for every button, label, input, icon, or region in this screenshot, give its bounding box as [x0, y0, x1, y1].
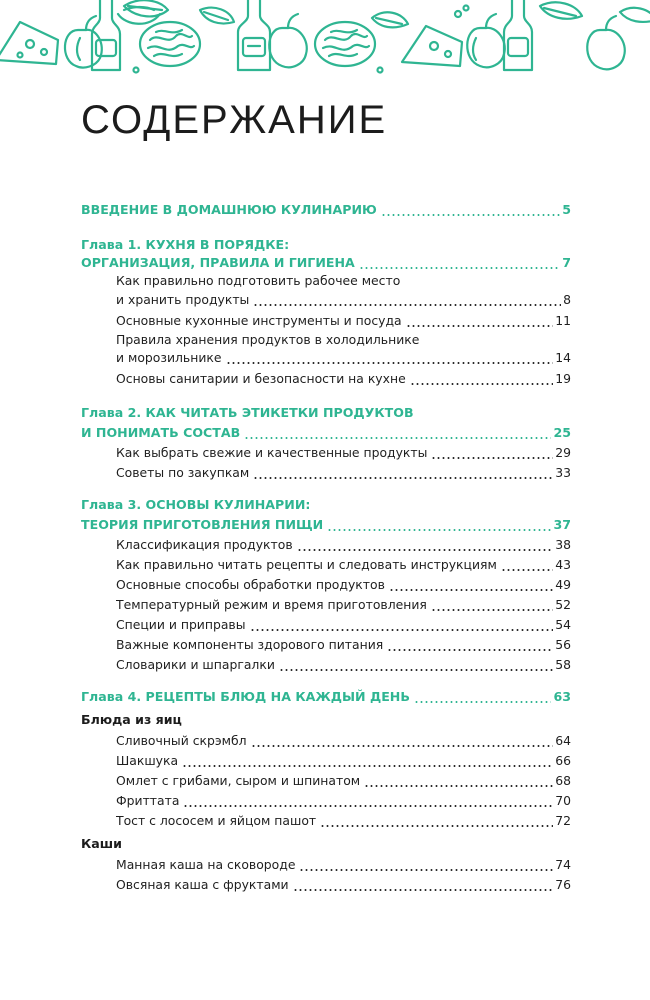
dot-leader: [389, 589, 553, 591]
toc-entry-title: Важные компоненты здорового питания: [116, 637, 384, 652]
toc-entry-title: Тост с лососем и яйцом пашот: [116, 813, 317, 828]
toc-chapter-line[interactable]: [81, 403, 571, 423]
toc-page-number: 74: [555, 857, 571, 872]
dot-leader: [253, 477, 553, 479]
toc-entry[interactable]: [116, 635, 571, 655]
toc-entry[interactable]: [116, 595, 571, 615]
dot-leader: [501, 569, 553, 571]
toc-entry-title: ОРГАНИЗАЦИЯ, ПРАВИЛА И ГИГИЕНА: [81, 255, 355, 270]
toc-entry[interactable]: [116, 655, 571, 675]
toc-page-number: 25: [553, 425, 571, 440]
toc-entry[interactable]: [116, 855, 571, 875]
toc-section-heading[interactable]: [81, 710, 571, 730]
dot-leader: [226, 362, 554, 364]
toc-entry-title: Манная каша на сковороде: [116, 857, 296, 872]
toc-chapter-line[interactable]: [81, 687, 571, 707]
dot-leader: [320, 825, 553, 827]
toc-entry-title: Словарики и шпаргалки: [116, 657, 275, 672]
toc-page-number: 43: [555, 557, 571, 572]
toc-page-number: 5: [562, 202, 571, 217]
toc-entry-title: Как правильно подготовить рабочее место: [116, 273, 401, 288]
toc-entry-title: Каши: [81, 836, 122, 851]
dot-leader: [327, 529, 551, 531]
dot-leader: [410, 383, 554, 385]
toc-page-number: 8: [563, 292, 571, 307]
dot-leader: [387, 649, 553, 651]
toc-entry[interactable]: [116, 771, 571, 791]
toc-entry-title: Основы санитарии и безопасности на кухне: [116, 371, 406, 386]
toc-page-number: 33: [555, 465, 571, 480]
dot-leader: [359, 267, 560, 269]
toc-entry[interactable]: [116, 463, 571, 483]
toc-entry[interactable]: [116, 369, 571, 389]
toc-page-number: 19: [555, 371, 571, 386]
dot-leader: [297, 549, 554, 551]
toc-entry-title: и хранить продукты: [116, 292, 250, 307]
toc-page-number: 58: [555, 657, 571, 672]
toc-chapter-line[interactable]: [81, 200, 571, 220]
toc-entry[interactable]: [116, 575, 571, 595]
toc-page-number: 63: [553, 689, 571, 704]
toc-entry[interactable]: [116, 731, 571, 751]
dot-leader: [244, 437, 551, 439]
dot-leader: [364, 785, 553, 787]
toc-entry-title: Блюда из яиц: [81, 712, 182, 727]
toc-page-number: 29: [555, 445, 571, 460]
toc-entry-title: Фриттата: [116, 793, 180, 808]
dot-leader: [279, 669, 553, 671]
toc-entry[interactable]: [116, 330, 571, 350]
toc-entry-title: Температурный режим и время приготовления: [116, 597, 427, 612]
toc-entry[interactable]: [116, 290, 571, 310]
toc-page-number: 7: [562, 255, 571, 270]
toc-entry[interactable]: [116, 791, 571, 811]
toc-page-number: 68: [555, 773, 571, 788]
toc-entry-title: И ПОНИМАТЬ СОСТАВ: [81, 425, 241, 440]
dot-leader: [182, 765, 553, 767]
toc-entry[interactable]: [116, 443, 571, 463]
toc-entry-title: ВВЕДЕНИЕ В ДОМАШНЮЮ КУЛИНАРИЮ: [81, 202, 377, 217]
toc-chapter-line[interactable]: [81, 515, 571, 535]
toc-page-number: 72: [555, 813, 571, 828]
toc-page-number: 38: [555, 537, 571, 552]
toc-entry-title: Глава 2. КАК ЧИТАТЬ ЭТИКЕТКИ ПРОДУКТОВ: [81, 405, 414, 420]
toc-page-number: 52: [555, 597, 571, 612]
toc-page-number: 56: [555, 637, 571, 652]
dot-leader: [431, 609, 553, 611]
toc-entry-title: Основные способы обработки продуктов: [116, 577, 385, 592]
toc-entry[interactable]: [116, 751, 571, 771]
toc-page-number: 37: [553, 517, 571, 532]
toc-entry-title: ТЕОРИЯ ПРИГОТОВЛЕНИЯ ПИЩИ: [81, 517, 324, 532]
toc-entry[interactable]: [116, 348, 571, 368]
toc-entry-title: Глава 1. КУХНЯ В ПОРЯДКЕ:: [81, 237, 290, 252]
dot-leader: [251, 745, 554, 747]
toc-page-number: 11: [555, 313, 571, 328]
toc-entry[interactable]: [116, 811, 571, 831]
toc-page-number: 54: [555, 617, 571, 632]
page-title: СОДЕРЖАНИЕ: [81, 98, 388, 142]
dot-leader: [293, 889, 554, 891]
toc-page-number: 76: [555, 877, 571, 892]
toc-page-number: 49: [555, 577, 571, 592]
toc-entry-title: Правила хранения продуктов в холодильнике: [116, 332, 420, 347]
dot-leader: [406, 325, 554, 327]
dot-leader: [414, 701, 552, 703]
toc-entry-title: Глава 4. РЕЦЕПТЫ БЛЮД НА КАЖДЫЙ ДЕНЬ: [81, 689, 410, 704]
dot-leader: [250, 629, 554, 631]
toc-section-heading[interactable]: [81, 834, 571, 854]
toc-page-number: 66: [555, 753, 571, 768]
toc-entry-title: Как правильно читать рецепты и следовать инструкциям: [116, 557, 497, 572]
toc-entry-title: Омлет с грибами, сыром и шпинатом: [116, 773, 361, 788]
dot-leader: [381, 214, 560, 216]
dot-leader: [253, 304, 561, 306]
toc-entry-title: Как выбрать свежие и качественные продукты: [116, 445, 428, 460]
toc-page-number: 64: [555, 733, 571, 748]
toc-entry[interactable]: [116, 535, 571, 555]
dot-leader: [183, 805, 553, 807]
toc-entry[interactable]: [116, 555, 571, 575]
toc-chapter-line[interactable]: [81, 423, 571, 443]
dot-leader: [299, 869, 553, 871]
toc-entry-title: Классификация продуктов: [116, 537, 293, 552]
toc-entry[interactable]: [116, 271, 571, 291]
dot-leader: [431, 457, 553, 459]
toc-entry-title: Основные кухонные инструменты и посуда: [116, 313, 402, 328]
toc-page-number: 70: [555, 793, 571, 808]
toc-chapter-line[interactable]: [81, 253, 571, 273]
toc-entry-title: Глава 3. ОСНОВЫ КУЛИНАРИИ:: [81, 497, 311, 512]
toc-entry-title: и морозильнике: [116, 350, 222, 365]
toc-entry-title: Советы по закупкам: [116, 465, 250, 480]
toc-chapter-line[interactable]: [81, 495, 571, 515]
toc-entry[interactable]: [116, 615, 571, 635]
toc-entry-title: Овсяная каша с фруктами: [116, 877, 289, 892]
toc-entry[interactable]: [116, 311, 571, 331]
toc-page-number: 14: [555, 350, 571, 365]
toc-chapter-line[interactable]: [81, 235, 571, 255]
toc-entry-title: Специи и приправы: [116, 617, 246, 632]
toc-entry-title: Шакшука: [116, 753, 179, 768]
toc-entry-title: Сливочный скрэмбл: [116, 733, 247, 748]
toc-entry[interactable]: [116, 875, 571, 895]
